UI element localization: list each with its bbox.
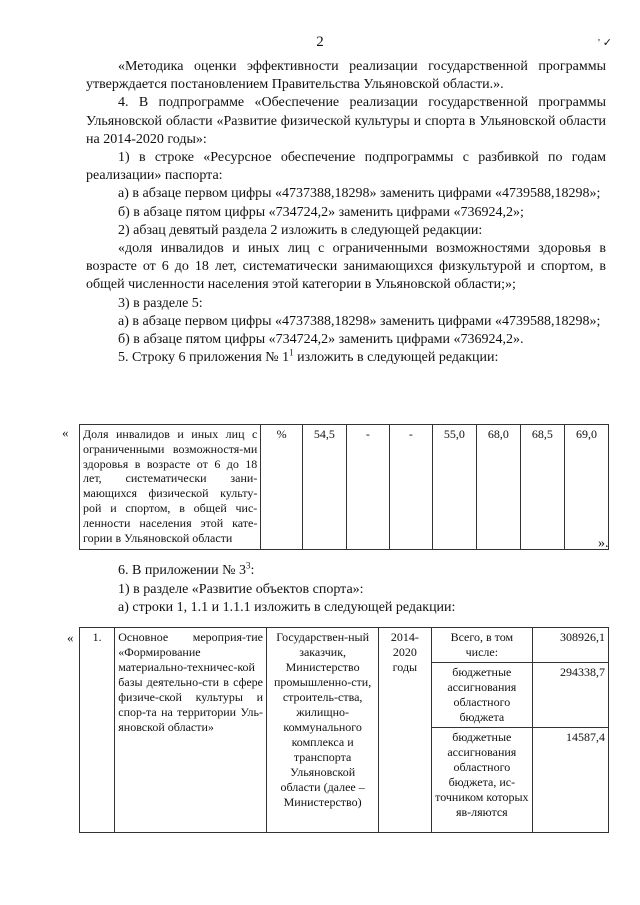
paragraph: б) в абзаце пятом цифры «734724,2» заменить цифрами «736924,2»; [118, 204, 524, 220]
paragraph: «доля инвалидов и иных лиц с ограниченными возможностями здоровья в возрасте от 6 до 18 лет, систематически занимающихся физкультурой и спортом, в общей численности населения этой категории в Ульяновской области;»; [86, 241, 606, 293]
open-quote: « [67, 630, 74, 645]
heading-tail: : [250, 563, 255, 578]
open-quote: « [62, 425, 69, 440]
paragraph: а) строки 1, 1.1 и 1.1.1 изложить в следующей редакции: [118, 600, 456, 616]
funding-amount: 294338,7 [533, 663, 609, 728]
paragraph: а) в абзаце первом цифры «4737388,18298» заменить цифрами «4739588,18298»; [118, 186, 601, 202]
paragraph: 1) в строке «Ресурсное обеспечение подпрограммы с разбивкой по годам реализации» паспорта: [86, 150, 606, 184]
heading-text: 6. В приложении № 3 [118, 563, 246, 578]
close-quote: ». [598, 536, 609, 551]
activity-cell: Основное мероприя-тие «Формирование материально-техничес-кой базы деятельно-сти в сфере физиче-ской культуры и спор-та на территории Уль-яновской области» [115, 628, 267, 833]
unit-cell: % [261, 425, 303, 550]
period-cell: 2014-2020 годы [379, 628, 431, 833]
row-number: 1. [80, 628, 115, 833]
section-6-text [86, 562, 606, 618]
paragraph [86, 349, 606, 367]
paragraph: 3) в разделе 5: [118, 295, 203, 311]
value-cell: 54,5 [302, 425, 346, 550]
indicator-description: Доля инвалидов и иных лиц с ограниченными возможностя-ми здоровья в возрасте от 6 до 18 лет, систематически зани-мающихся физической культу-рой и спортом, в общей чис-ленности населения этой кате-гории в Ульяновской области [80, 425, 261, 550]
funding-source: Всего, в том числе: [431, 628, 533, 663]
value-cell: 69,0 [564, 425, 608, 550]
table-row [80, 628, 609, 663]
value-cell: 68,5 [520, 425, 564, 550]
sports-objects-table [79, 627, 609, 833]
paragraph: «Методика оценки эффективности реализации государственной программы утверждается постановлением Правительства Ульяновской области.». [86, 59, 606, 93]
paragraph-tail: изложить в следующей редакции: [293, 350, 499, 366]
indicator-table [79, 424, 609, 550]
paragraph: 2) абзац девятый раздела 2 изложить в следующей редакции: [118, 222, 483, 238]
value-cell: 68,0 [476, 425, 520, 550]
superscript: 3 [246, 560, 251, 571]
paragraph: 1) в разделе «Развитие объектов спорта»: [118, 581, 364, 597]
table-row [80, 425, 609, 550]
paragraph [86, 562, 606, 581]
value-cell: - [389, 425, 432, 550]
paragraph: 4. В подпрограмме «Обеспечение реализации государственной программы Ульяновской области «Развитие физической культуры и спорта в Ульяновской области на 2014-2020 годы»: [86, 95, 606, 147]
main-text [86, 58, 606, 367]
customer-cell: Государствен-ный заказчик, Министерство промышленно-сти, строитель-ства, жилищно-коммунального комплекса и транспорта Ульяновской области (далее – Министерство) [267, 628, 379, 833]
funding-amount: 308926,1 [533, 628, 609, 663]
funding-source: бюджетные ассигнования областного бюджета, ис-точником которых яв-ляются [431, 728, 533, 833]
paragraph: а) в абзаце первом цифры «4737388,18298» заменить цифрами «4739588,18298»; [118, 313, 601, 329]
value-cell: - [346, 425, 389, 550]
funding-source: бюджетные ассигнования областного бюджета [431, 663, 533, 728]
value-cell: 55,0 [432, 425, 476, 550]
paragraph-text: 5. Строку 6 приложения № 1 [118, 350, 290, 366]
superscript: 1 [289, 347, 294, 358]
corner-mark: ' ✓ [598, 37, 612, 49]
page-number: 2 [316, 34, 324, 50]
funding-amount: 14587,4 [533, 728, 609, 833]
paragraph: б) в абзаце пятом цифры «734724,2» заменить цифрами «736924,2». [118, 332, 524, 348]
